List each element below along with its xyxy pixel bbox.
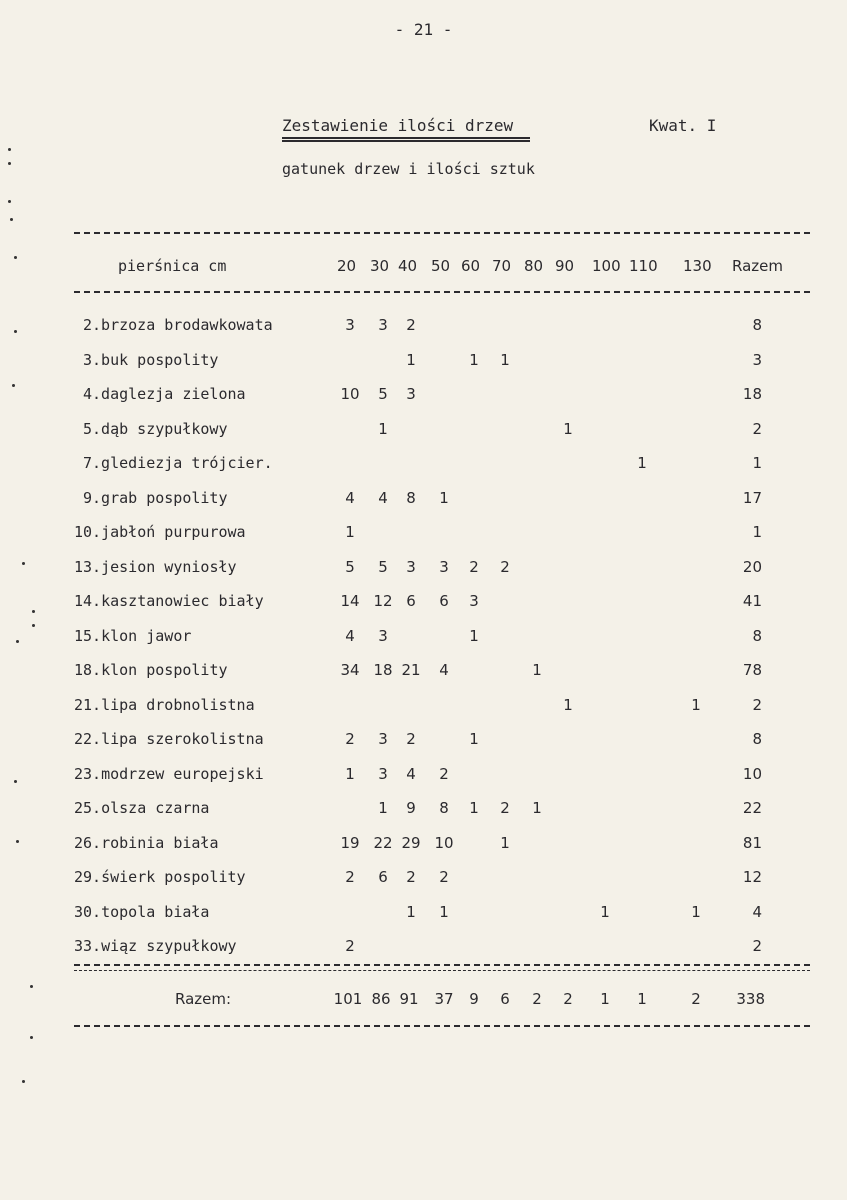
total-cell: 1: [637, 990, 647, 1008]
row-label: 13.jesion wyniosły: [74, 557, 237, 576]
margin-mark: [8, 148, 11, 151]
table-cell: 2: [439, 868, 449, 886]
row-total-cell: 2: [752, 937, 762, 955]
table-cell: 2: [500, 799, 510, 817]
table-cell: 1: [500, 350, 510, 369]
table-cell: 2: [406, 868, 416, 886]
table-cell: 5: [378, 557, 388, 576]
row-label: 10.jabłoń purpurowa: [74, 523, 246, 541]
table-cell: 1: [563, 695, 573, 714]
row-total-cell: 22: [742, 799, 762, 817]
row-total-cell: 18: [742, 385, 762, 403]
row-label: 15.klon jawor: [74, 626, 192, 645]
table-cell: 3: [406, 385, 416, 403]
table-cell: 18: [373, 661, 393, 679]
row-total-cell: 3: [752, 350, 762, 369]
row-label: 5.dąb szypułkowy: [83, 419, 228, 438]
row-label: 21.lipa drobnolistna: [74, 695, 255, 714]
total-cell: 2: [532, 990, 542, 1008]
row-label: 23.modrzew europejski: [74, 764, 264, 783]
table-cell: 2: [406, 316, 416, 334]
row-label: 18.klon pospolity: [74, 661, 228, 679]
row-total-cell: 1: [752, 454, 762, 472]
table-cell: 8: [406, 488, 416, 507]
table-cell: 3: [406, 557, 416, 576]
table-cell: 6: [439, 592, 449, 610]
table-cell: 4: [378, 488, 388, 507]
document-title: Zestawienie ilości drzew: [282, 116, 514, 135]
row-total-cell: 12: [742, 868, 762, 886]
table-cell: 1: [378, 419, 388, 438]
row-total-cell: 1: [752, 523, 762, 541]
table-cell: 2: [439, 764, 449, 783]
row-label: 29.świerk pospolity: [74, 868, 246, 886]
table-cell: 3: [378, 316, 388, 334]
row-label: 9.grab pospolity: [83, 488, 228, 507]
table-cell: 1: [469, 799, 479, 817]
table-cell: 1: [532, 799, 542, 817]
table-cell: 4: [406, 764, 416, 783]
total-cell: 6: [500, 990, 510, 1008]
total-cell: 101: [333, 990, 363, 1008]
body-bottom-rule-2: [74, 970, 810, 971]
table-cell: 1: [563, 419, 573, 438]
table-cell: 12: [373, 592, 393, 610]
table-top-rule: [74, 232, 810, 234]
table-cell: 1: [469, 350, 479, 369]
total-cell: 86: [371, 990, 391, 1008]
table-cell: 10: [340, 385, 360, 403]
margin-mark: [30, 985, 33, 988]
table-cell: 1: [439, 488, 449, 507]
table-cell: 1: [532, 661, 542, 679]
table-cell: 1: [406, 350, 416, 369]
table-cell: 1: [345, 523, 355, 541]
row-total-cell: 78: [742, 661, 762, 679]
margin-mark: [22, 562, 25, 565]
grand-total-cell: 338: [736, 990, 765, 1008]
table-cell: 5: [345, 557, 355, 576]
header-column: Razem: [732, 257, 783, 275]
row-label: 33.wiąz szypułkowy: [74, 937, 237, 955]
row-total-cell: 8: [752, 626, 762, 645]
table-cell: 6: [378, 868, 388, 886]
table-cell: 1: [345, 764, 355, 783]
table-end-rule: [74, 1025, 810, 1027]
table-cell: 1: [378, 799, 388, 817]
table-cell: 4: [345, 488, 355, 507]
table-cell: 2: [406, 730, 416, 748]
table-cell: 34: [340, 661, 360, 679]
total-cell: 1: [600, 990, 610, 1008]
table-cell: 6: [406, 592, 416, 610]
table-cell: 2: [345, 730, 355, 748]
margin-mark: [14, 780, 17, 783]
header-column: 50: [431, 257, 451, 275]
margin-mark: [12, 384, 15, 387]
row-total-cell: 2: [752, 695, 762, 714]
row-label: 4.daglezja zielona: [83, 385, 246, 403]
row-label: 25.olsza czarna: [74, 799, 210, 817]
row-total-cell: 2: [752, 419, 762, 438]
margin-mark: [32, 624, 35, 627]
header-column: 90: [555, 257, 575, 275]
margin-mark: [16, 640, 19, 643]
document-subtitle: gatunek drzew i ilości sztuk: [282, 160, 535, 178]
margin-mark: [32, 610, 35, 613]
table-cell: 8: [439, 799, 449, 817]
table-cell: 3: [378, 626, 388, 645]
table-cell: 4: [439, 661, 449, 679]
table-cell: 1: [406, 902, 416, 921]
margin-mark: [22, 1080, 25, 1083]
total-cell: 2: [563, 990, 573, 1008]
row-label: 30.topola biała: [74, 902, 210, 921]
total-cell: 37: [434, 990, 454, 1008]
table-cell: 1: [439, 902, 449, 921]
table-cell: 1: [691, 902, 701, 921]
total-label: Razem:: [175, 990, 232, 1008]
row-total-cell: 20: [742, 557, 762, 576]
row-total-cell: 8: [752, 316, 762, 334]
row-label: 7.glediezja trójcier.: [83, 454, 273, 472]
table-cell: 3: [345, 316, 355, 334]
header-column: 100: [592, 257, 621, 275]
table-cell: 2: [345, 868, 355, 886]
table-cell: 10: [434, 833, 454, 852]
header-column: 110: [629, 257, 658, 275]
table-cell: 2: [469, 557, 479, 576]
table-cell: 5: [378, 385, 388, 403]
table-cell: 29: [401, 833, 421, 852]
table-cell: 3: [378, 730, 388, 748]
table-cell: 21: [401, 661, 421, 679]
margin-mark: [16, 840, 19, 843]
header-column: 80: [524, 257, 544, 275]
margin-mark: [14, 256, 17, 259]
table-cell: 1: [637, 454, 647, 472]
row-label: 14.kasztanowiec biały: [74, 592, 264, 610]
row-label: 26.robinia biała: [74, 833, 219, 852]
header-column: 70: [492, 257, 512, 275]
header-diameter-label: pierśnica cm: [118, 257, 227, 275]
quarter-label: Kwat. I: [649, 116, 717, 135]
margin-mark: [8, 162, 11, 165]
header-column: 40: [398, 257, 418, 275]
table-cell: 1: [469, 730, 479, 748]
table-cell: 14: [340, 592, 360, 610]
margin-mark: [8, 200, 11, 203]
table-cell: 3: [469, 592, 479, 610]
table-cell: 1: [469, 626, 479, 645]
row-total-cell: 8: [752, 730, 762, 748]
table-cell: 9: [406, 799, 416, 817]
total-cell: 91: [399, 990, 419, 1008]
margin-mark: [30, 1036, 33, 1039]
header-column: 130: [683, 257, 712, 275]
header-column: 30: [370, 257, 390, 275]
total-cell: 9: [469, 990, 479, 1008]
table-cell: 1: [600, 902, 610, 921]
row-total-cell: 81: [742, 833, 762, 852]
header-bottom-rule: [74, 291, 810, 293]
table-cell: 3: [378, 764, 388, 783]
table-cell: 1: [500, 833, 510, 852]
total-cell: 2: [691, 990, 701, 1008]
header-column: 20: [337, 257, 357, 275]
table-cell: 3: [439, 557, 449, 576]
table-cell: 2: [500, 557, 510, 576]
header-column: 60: [461, 257, 481, 275]
row-total-cell: 4: [752, 902, 762, 921]
table-cell: 22: [373, 833, 393, 852]
row-total-cell: 41: [742, 592, 762, 610]
row-total-cell: 10: [742, 764, 762, 783]
body-bottom-rule: [74, 964, 810, 966]
page-number: - 21 -: [394, 20, 453, 39]
table-cell: 1: [691, 695, 701, 714]
title-underline: [282, 137, 530, 142]
row-label: 22.lipa szerokolistna: [74, 730, 264, 748]
row-total-cell: 17: [742, 488, 762, 507]
margin-mark: [14, 330, 17, 333]
table-cell: 2: [345, 937, 355, 955]
table-cell: 19: [340, 833, 360, 852]
margin-mark: [10, 218, 13, 221]
table-cell: 4: [345, 626, 355, 645]
row-label: 3.buk pospolity: [83, 350, 219, 369]
row-label: 2.brzoza brodawkowata: [83, 316, 273, 334]
